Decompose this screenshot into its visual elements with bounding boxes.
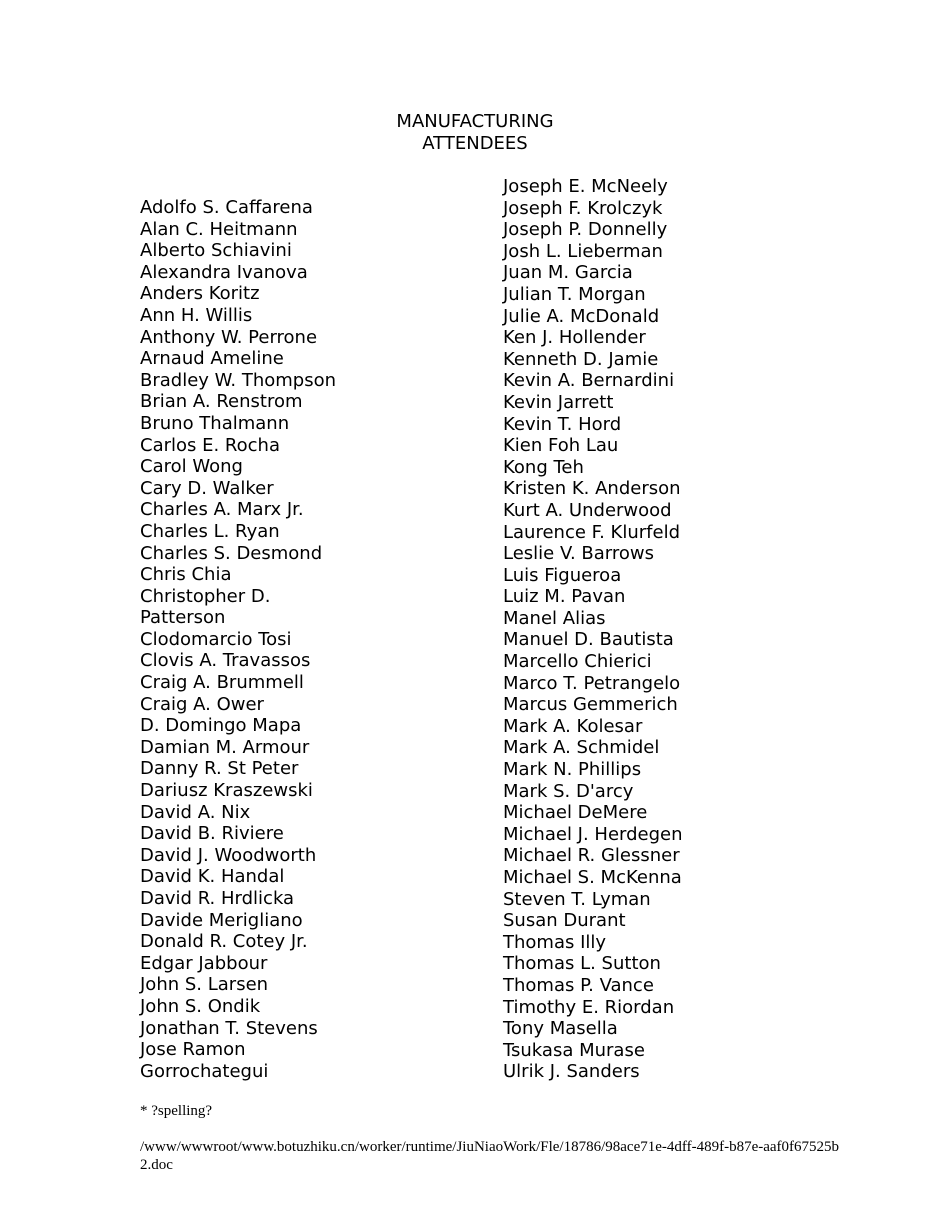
attendee-name: Kristen K. Anderson [503,478,681,500]
attendee-name: Danny R. St Peter [140,758,299,780]
attendee-name: Damian M. Armour [140,736,310,758]
attendee-name: Ulrik J. Sanders [503,1061,640,1083]
attendee-name: Davide Merigliano [140,909,303,931]
attendee-name: Dariusz Kraszewski [140,780,313,802]
attendee-name: Bradley W. Thompson [140,369,337,391]
file-path: /www/wwwroot/www.botuzhiku.cn/worker/runtime/JiuNiaoWork/Fle/18786/98ace71e-4dff-489f-b87e-aaf0f67525b2.doc [140,1139,840,1173]
attendee-name: Patterson [140,607,226,629]
attendee-name: Carol Wong [140,456,243,478]
attendee-name: Thomas P. Vance [503,974,654,996]
attendee-name: Kien Foh Lau [503,435,619,457]
attendee-name: Adolfo S. Caffarena [140,197,313,218]
attendee-name: Tsukasa Murase [503,1039,645,1061]
attendee-name: John S. Larsen [140,974,269,996]
attendee-name: Steven T. Lyman [503,888,651,910]
attendee-name: Mark N. Phillips [503,759,642,781]
attendee-name: Michael DeMere [503,802,648,824]
attendee-name: Alan C. Heitmann [140,218,298,240]
attendee-name: Luiz M. Pavan [503,586,626,608]
attendee-name: Leslie V. Barrows [503,543,654,565]
attendee-name: Kurt A. Underwood [503,499,672,521]
attendee-list-right [503,176,883,1083]
attendee-name: Bruno Thalmann [140,412,290,434]
attendee-name: Donald R. Cotey Jr. [140,931,308,953]
attendee-name: Manel Alias [503,607,606,629]
title-line-1: MANUFACTURING [396,111,554,132]
attendee-name: Alexandra Ivanova [140,261,308,283]
attendee-name: Tony Masella [503,1018,618,1040]
attendee-name: Anders Koritz [140,283,260,305]
title-line-2: ATTENDEES [422,133,528,154]
attendee-name: Joseph E. McNeely [503,176,668,197]
attendee-name: Ann H. Willis [140,304,253,326]
attendee-name: David K. Handal [140,866,285,888]
attendee-name: David J. Woodworth [140,844,317,866]
attendee-name: Kenneth D. Jamie [503,348,659,370]
attendee-name: Kevin Jarrett [503,391,614,413]
attendee-name: Christopher D. [140,585,271,607]
attendee-name: John S. Ondik [140,995,261,1017]
attendee-name: Carlos E. Rocha [140,434,280,456]
attendee-name: Michael J. Herdegen [503,823,683,845]
attendee-name: Joseph F. Krolczyk [503,197,663,219]
attendee-name: Julian T. Morgan [503,283,646,305]
attendee-list-left [140,197,480,1082]
attendee-name: Manuel D. Bautista [503,629,674,651]
attendee-name: Julie A. McDonald [503,305,660,327]
attendee-name: Arnaud Ameline [140,348,284,370]
attendee-name: Gorrochategui [140,1060,269,1082]
attendee-name: D. Domingo Mapa [140,715,302,737]
attendee-name: Mark A. Schmidel [503,737,660,759]
attendee-name: Cary D. Walker [140,477,274,499]
attendee-name: David B. Riviere [140,823,284,845]
attendee-name: Jonathan T. Stevens [140,1017,318,1039]
attendee-name: Kong Teh [503,456,584,478]
attendee-name: Alberto Schiavini [140,240,292,262]
attendee-name: Kevin T. Hord [503,413,622,435]
attendee-name: Susan Durant [503,910,626,932]
attendee-name: Michael S. McKenna [503,867,682,888]
attendee-name: David R. Hrdlicka [140,888,295,909]
document-title [0,111,950,155]
attendee-name: Marcus Gemmerich [503,694,678,716]
attendee-name: Clovis A. Travassos [140,650,311,672]
attendee-name: Laurence F. Klurfeld [503,521,681,543]
attendee-name: Jose Ramon [140,1039,246,1061]
attendee-name: Marcello Chierici [503,651,652,673]
attendee-name: Craig A. Ower [140,693,264,715]
attendee-name: Michael R. Glessner [503,845,680,867]
attendee-name: Kevin A. Bernardini [503,370,675,392]
attendee-name: Thomas Illy [503,931,607,953]
attendee-name: Chris Chia [140,564,232,586]
attendee-name: Luis Figueroa [503,564,622,586]
attendee-name: Thomas L. Sutton [503,953,661,975]
attendee-name: Mark S. D'arcy [503,780,634,802]
attendee-name: Charles A. Marx Jr. [140,499,304,521]
attendee-name: Craig A. Brummell [140,672,304,694]
attendee-name: Clodomarcio Tosi [140,628,292,650]
attendee-name: Ken J. Hollender [503,327,646,349]
attendee-name: Timothy E. Riordan [503,996,675,1018]
attendee-name: Brian A. Renstrom [140,391,303,413]
attendee-name: David A. Nix [140,801,251,823]
footnote: * ?spelling? [140,1103,213,1119]
attendee-name: Anthony W. Perrone [140,326,318,348]
attendee-name: Juan M. Garcia [503,262,633,284]
attendee-name: Marco T. Petrangelo [503,672,681,694]
attendee-name: Joseph P. Donnelly [503,219,668,241]
attendee-name: Charles L. Ryan [140,520,280,542]
attendee-name: Mark A. Kolesar [503,715,643,737]
attendee-name: Josh L. Lieberman [503,240,663,262]
attendee-name: Edgar Jabbour [140,952,268,974]
attendee-name: Charles S. Desmond [140,542,323,564]
